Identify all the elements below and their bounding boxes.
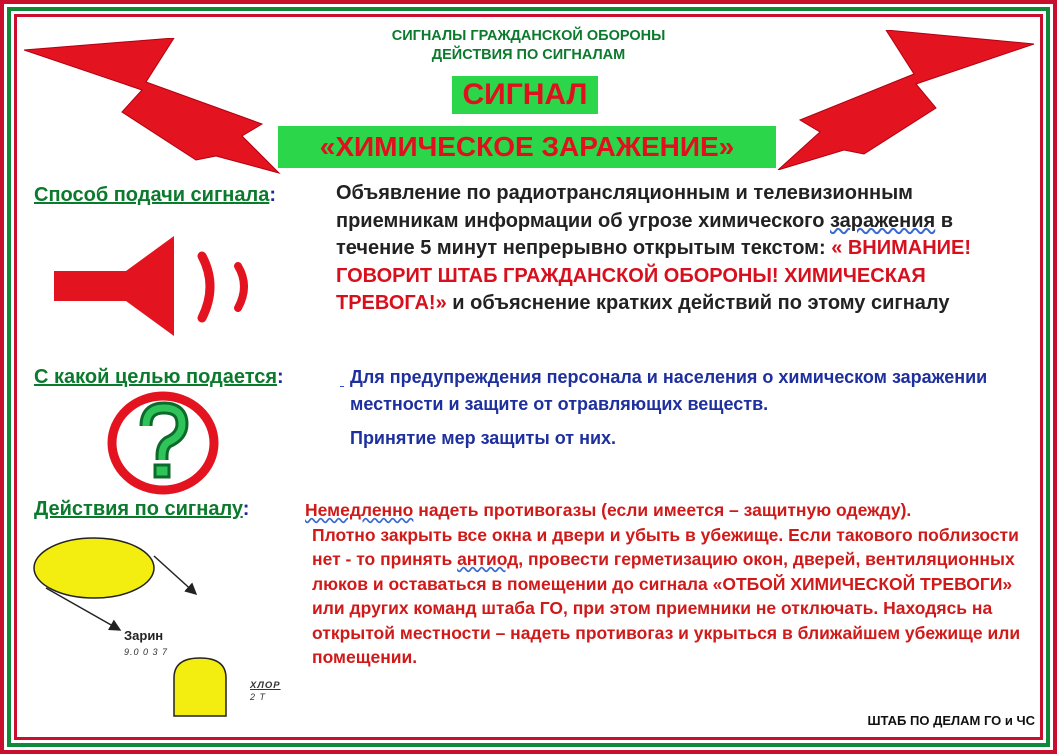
chlorine-container-icon — [172, 656, 228, 718]
header-line-2: ДЕЙСТВИЯ ПО СИГНАЛАМ — [431, 47, 626, 63]
actions-text — [305, 498, 1025, 670]
sarin-code: 9.0 0 3 7 — [124, 647, 169, 657]
sarin-label: Зарин — [124, 628, 164, 643]
method-heading: Способ подачи сигнала: — [34, 184, 276, 206]
chlor-label: ХЛОР — [250, 680, 281, 691]
method-quote: « ВНИМАНИЕ! ГОВОРИТ ШТАБ ГРАЖДАНСКОЙ ОБОРОНЫ! ХИМИЧЕСКАЯ ТРЕВОГА!» — [336, 237, 972, 314]
actions-text-d: , провести герметизацию окон, дверей, вентиляционных люков и оставаться в помещении до сигнала «ОТБОЙ ХИМИЧЕСКОЙ ТРЕВОГИ» или других команд штаба ГО, при этом приемники не отключать. Находясь на открытой местности – надеть противогаз и укрыться в ближайшем убежище или помещении. — [312, 549, 1021, 667]
header-line-1: СИГНАЛЫ ГРАЖДАНСКОЙ ОБОРОНЫ — [391, 28, 666, 44]
method-text — [336, 180, 1036, 318]
signal-name: «ХИМИЧЕСКОЕ ЗАРАЖЕНИЕ» — [278, 126, 776, 168]
method-text-a: Объявление по радиотрансляционным и телевизионным приемникам информации об угрозе химического — [336, 182, 913, 232]
footer-text: ШТАБ ПО ДЕЛАМ ГО и ЧС — [867, 713, 1035, 728]
actions-text-first-a: Немедленно — [305, 500, 414, 520]
sarin-cloud-diagram — [30, 534, 210, 634]
loudspeaker-icon — [54, 234, 254, 338]
purpose-underline — [340, 386, 344, 387]
method-text-d: и объяснение кратких действий по этому сигналу — [446, 292, 950, 314]
method-text-c: в течение 5 минут непрерывно открытым текстом: — [336, 209, 954, 259]
actions-heading: Действия по сигналу: — [34, 498, 250, 520]
actions-label: Действия по сигналу — [34, 498, 243, 520]
actions-text-b: Плотно закрыть все окна и двери и убыть в убежище. Если такового поблизости нет - то принять — [312, 524, 1019, 569]
purpose-label: С какой целью подается — [34, 366, 278, 388]
purpose-heading: С какой целью подается: — [34, 366, 284, 388]
actions-text-first-b: надеть противогазы (если имеется – защитную одежду). — [413, 500, 912, 520]
chlor-code: 2 Т — [250, 692, 267, 702]
question-icon — [106, 390, 220, 496]
method-label: Способ подачи сигнала — [34, 184, 270, 206]
method-text-b: заражения — [830, 209, 936, 232]
purpose-text-2: Принятие мер защиты от них. — [350, 428, 617, 448]
actions-text-rest — [305, 523, 1025, 670]
signal-label: СИГНАЛ — [452, 76, 598, 114]
purpose-text-1: Для предупреждения персонала и населения о химическом заражении местности и защите от отравляющих веществ. — [350, 367, 988, 414]
actions-text-c: антиод — [457, 549, 519, 569]
